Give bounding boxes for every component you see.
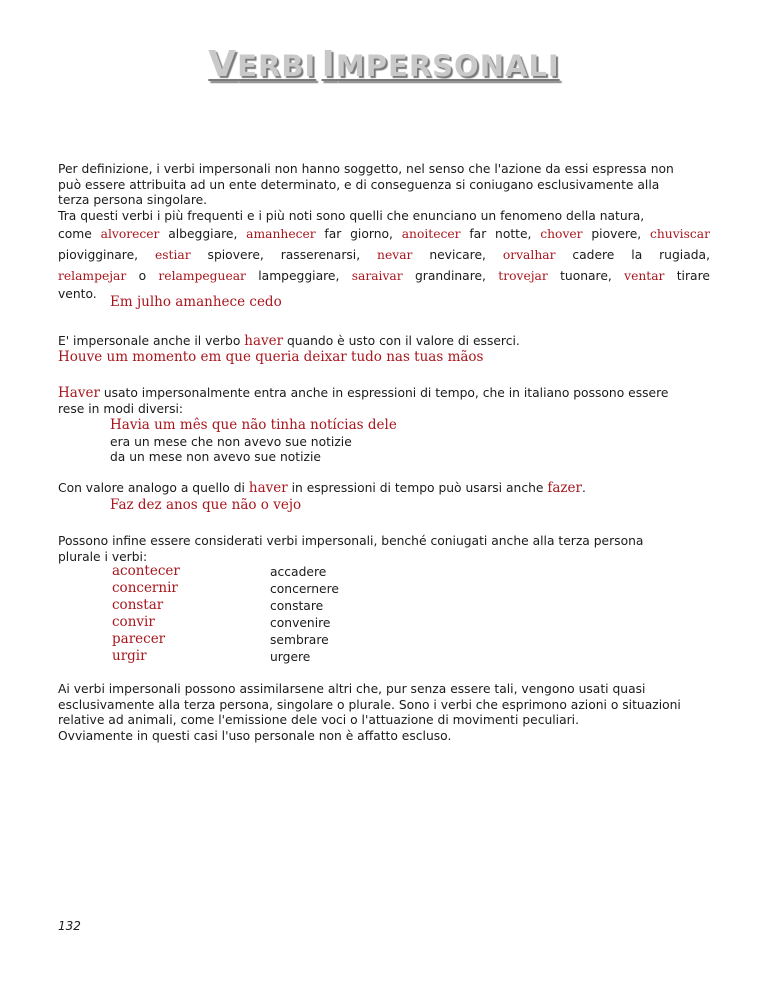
text-line: Ai verbi impersonali possono assimilarsene altri che, pur senza essere tali, vengono usati quasi <box>58 682 646 696</box>
verb-pt: concernir <box>112 580 178 596</box>
text-line: plurale i verbi: <box>58 549 148 564</box>
translation-line: da un mese non avevo sue notizie <box>110 450 321 464</box>
text-line: Haver usato impersonalmente entra anche in espressioni di tempo, che in italiano possono essere <box>58 385 669 401</box>
text-line: può essere attribuita ad un ente determinato, e di conseguenza si coniugano esclusivamente alla <box>58 177 660 192</box>
verb-it: constare <box>270 599 324 613</box>
translation-line: era un mese che non avevo sue notizie <box>110 435 352 449</box>
text-line: Per definizione, i verbi impersonali non hanno soggetto, nel senso che l'azione da essi espressa non <box>58 162 674 176</box>
page-number: 132 <box>58 919 81 933</box>
closing-paragraph <box>58 682 710 744</box>
text-line: vento. <box>58 287 97 301</box>
haver-time-paragraph <box>58 386 710 417</box>
verb-it: concernere <box>270 582 339 596</box>
text-line: Tra questi verbi i più frequenti e i più noti sono quelli che enunciano un fenomeno della natura, <box>58 208 645 223</box>
example-1: Em julho amanhece cedo <box>110 294 282 310</box>
fazer-paragraph: Con valore analogo a quello di haver in espressioni di tempo può usarsi anche fazer. <box>58 480 586 496</box>
text-line: esclusivamente alla terza persona, singolare o plurale. Sono i verbi che esprimono azioni o situazioni <box>58 697 681 712</box>
example-2: Houve um momento em que queria deixar tudo nas tuas mãos <box>58 349 484 365</box>
example-3-translation <box>110 435 352 465</box>
title-word-2: IMPERSONALI <box>321 44 560 85</box>
verb-it: sembrare <box>270 633 329 647</box>
haver-paragraph: E' impersonale anche il verbo haver quando è usto con il valore di esserci. <box>58 333 520 349</box>
text-line: come alvorecer albeggiare, amanhecer far giorno, anoitecer far notte, chover piovere, chuviscar <box>58 227 711 241</box>
verb-pt: convir <box>112 614 155 630</box>
plural-verbs-paragraph <box>58 534 710 565</box>
verb-it: accadere <box>270 565 327 579</box>
verb-list-portuguese <box>112 563 180 665</box>
verb-pt: parecer <box>112 631 166 647</box>
verb-list-italian <box>270 564 339 666</box>
text-line: rese in modi diversi: <box>58 401 184 416</box>
example-3: Havia um mês que não tinha notícias dele <box>110 417 397 433</box>
text-line: relative ad animali, come l'emissione dele voci o l'attuazione di movimenti peculiari. <box>58 713 580 727</box>
text-line: piovigginare, estiar spiovere, rasserenarsi, nevar nevicare, orvalhar cadere la rugiada, <box>58 248 710 262</box>
verb-it: urgere <box>270 650 311 664</box>
intro-paragraph <box>58 162 710 224</box>
text-line: terza persona singolare. <box>58 193 208 207</box>
nature-verbs-paragraph <box>58 224 710 301</box>
example-4: Faz dez anos que não o vejo <box>110 497 302 513</box>
text-line: Ovviamente in questi casi l'uso personale non è affatto escluso. <box>58 728 452 743</box>
verb-it: convenire <box>270 616 331 630</box>
title-word-1: VERBI <box>208 44 317 85</box>
verb-pt: acontecer <box>112 563 180 579</box>
text-line: relampejar o relampeguear lampeggiare, saraivar grandinare, trovejar tuonare, ventar tirare <box>58 269 710 283</box>
text-line: Possono infine essere considerati verbi impersonali, benché coniugati anche alla terza persona <box>58 534 644 548</box>
page-title <box>0 44 768 85</box>
verb-pt: urgir <box>112 648 147 664</box>
verb-pt: constar <box>112 597 164 613</box>
